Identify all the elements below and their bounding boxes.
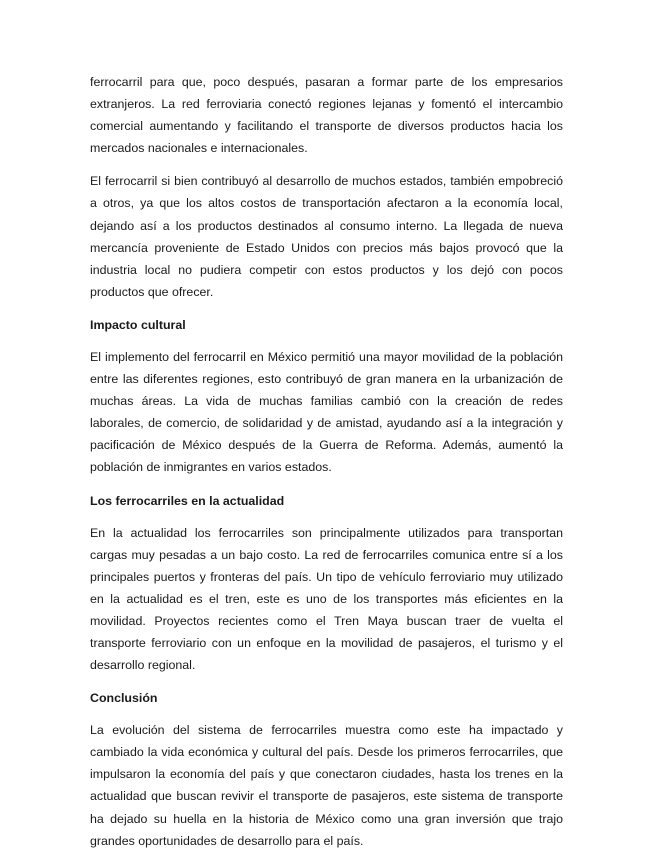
paragraph-intro: ferrocarril para que, poco después, pasaran a formar parte de los empresarios extranjeros. La red ferroviaria conectó regiones lejanas y fomentó el intercambio comercial aumentando y facilitando el transporte de diversos productos hacia los mercados nacionales e internacionales. [90, 75, 563, 156]
paragraph-railways-today: En la actualidad los ferrocarriles son principalmente utilizados para transportan cargas muy pesadas a un bajo costo. La red de ferrocarriles comunica entre sí a los principales puertos y fronteras del país. Un tipo de vehículo ferroviario muy utilizado en la actualidad es el tren, este es uno de los transportes más eficientes en la movilidad. Proyectos recientes como el Tren Maya buscan traer de vuelta el transporte ferroviario con un enfoque en la movilidad de pasajeros, el turismo y el desarrollo regional. [90, 525, 563, 673]
document-page [90, 71, 563, 852]
paragraph-conclusion: La evolución del sistema de ferrocarriles muestra como este ha impactado y cambiado la vida económica y cultural del país. Desde los primeros ferrocarriles, que impulsaron la economía del país y que conectaron ciudades, hasta los trenes en la actualidad que buscan revivir el transporte de pasajeros, este sistema de transporte ha dejado su huella en la historia de México como una gran inversión que trajo grandes oportunidades de desarrollo para el país. [90, 723, 563, 848]
paragraph-cultural-impact: El implemento del ferrocarril en México permitió una mayor movilidad de la población entre las diferentes regiones, esto contribuyó de gran manera en la urbanización de muchas áreas. La vida de muchas familias cambió con la creación de redes laborales, de comercio, de solidaridad y de amistad, ayudando así a la integración y pacificación de México después de la Guerra de Reforma. Además, aumentó la población de inmigrantes en varios estados. [90, 349, 563, 475]
heading-railways-today: Los ferrocarriles en la actualidad [90, 493, 285, 508]
heading-conclusion: Conclusión [90, 691, 158, 706]
paragraph-economic-impact: El ferrocarril si bien contribuyó al desarrollo de muchos estados, también empobreció a otros, ya que los altos costos de transportación afectaron a la economía local, dejando así a los productos destinados al consumo interno. La llegada de nueva mercancía proveniente de Estado Unidos con precios más bajos provocó que la industria local no pudiera competir con estos productos y los dejó con pocos productos que ofrecer. [90, 174, 563, 299]
heading-cultural-impact: Impacto cultural [90, 317, 186, 332]
